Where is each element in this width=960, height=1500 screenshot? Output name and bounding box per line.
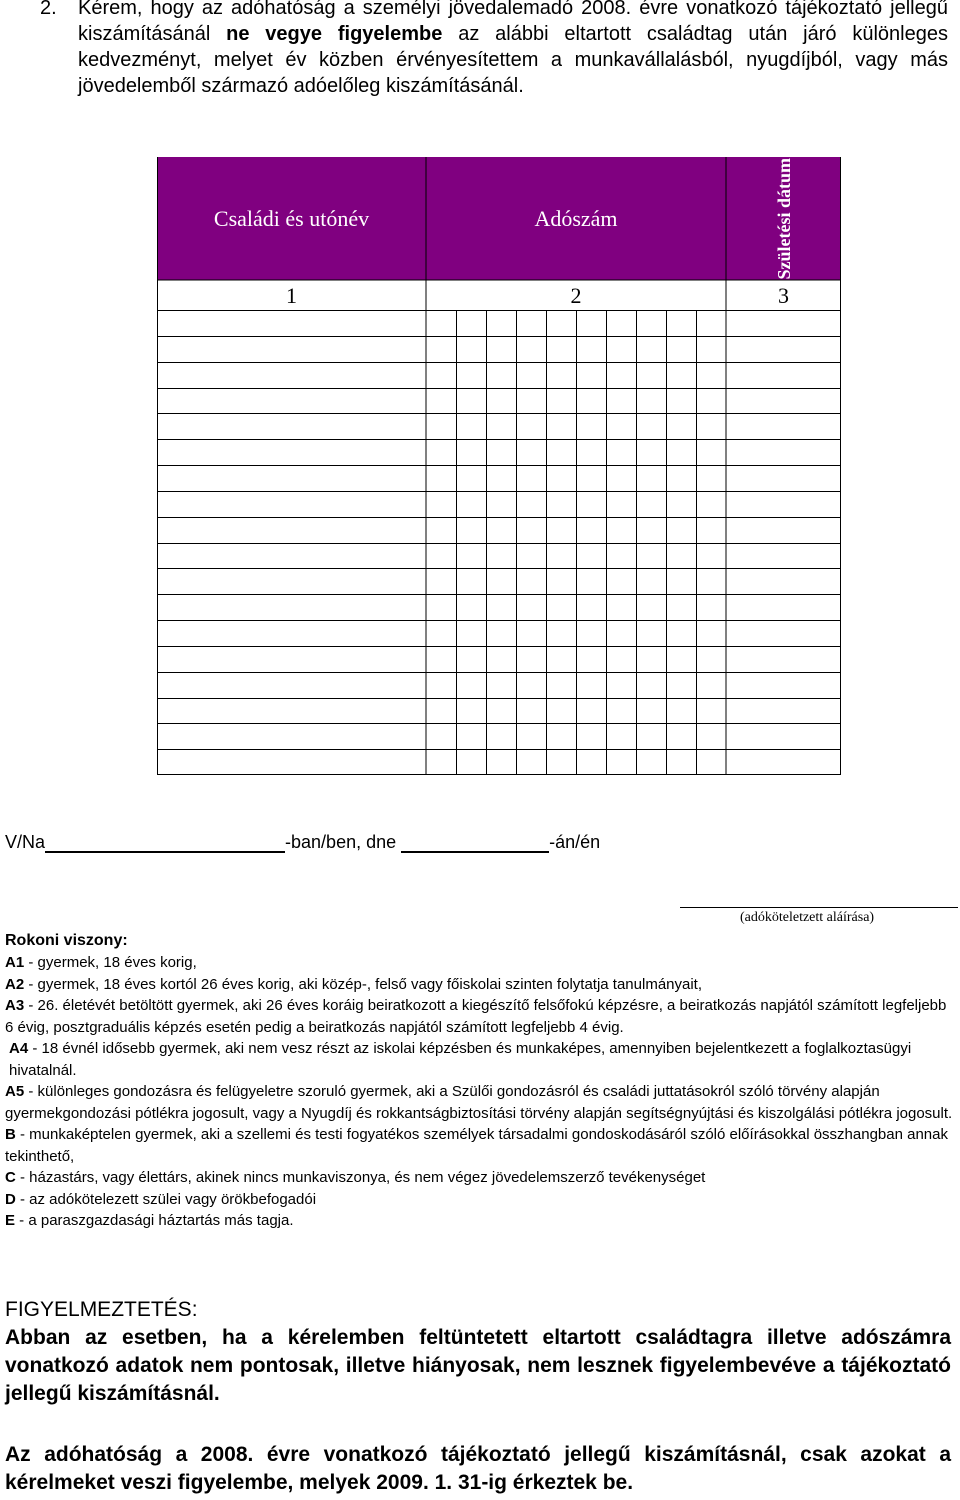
relation-code: A2 (5, 975, 25, 993)
relation-item: B - munkaképtelen gyermek, aki a szellemi és testi fogyatékos személyek társadalmi gondoskodásáról szóló előírásokkal összhangban annak tekinthető, (5, 1126, 948, 1165)
relation-code: C (5, 1169, 16, 1186)
relation-item: A4 - 18 évnél idősebb gyermek, aki nem vesz részt az iskolai képzésben és munkaképes, amennyiben bejelentkezett a foglalkoztasügyi hivatalnál. (9, 1040, 912, 1079)
signature-line[interactable] (680, 907, 958, 908)
relation-item: A5 - különleges gondozásra és felügyeletre szoruló gyermek, aki a Szülői gondozásról és családi juttatásokról szóló törvény alapján gyermekgondozási pótlékra jogosult, vagy a Nyugdíj és rokkantságbiztosítási törvény alapján segítségnyújtási és kiszolgálási pótlékra jogosult. (5, 1083, 953, 1122)
dependents-table (157, 157, 841, 775)
relation-code: D (5, 1190, 16, 1208)
place-blank[interactable] (45, 833, 285, 853)
relation-code: B (5, 1126, 16, 1143)
intro-text: Kérem, hogy az adóhatóság a személyi jövedalemadó 2008. évre vonatkozó tájékoztató jellegű kiszámításánál ne vegye figyelembe az alábbi eltartott családtag után járó különleges kedvezményt, melyet év közben érvényesítettem a munkavállalásból, nyugdíjból, vagy más jövedelemből származó adóelőleg kiszámításánál. (78, 0, 948, 97)
item-number: 2. (40, 0, 57, 19)
header-name: Családi és utónév (157, 157, 426, 280)
relation-code: A3 (5, 997, 25, 1014)
intro-emphasis: ne vegye figyelembe (226, 23, 443, 45)
relation-code: E (5, 1212, 16, 1229)
deadline-note: Az adóhatóság a 2008. évre vonatkozó tájékoztató jellegű kiszámításnál, csak azokat a kérelmeket veszi figyelembe, melyek 2009. 1. 31-ig érkeztek be. (5, 1443, 951, 1494)
relation-item: A3 - 26. életévét betöltött gyermek, aki 26 éves koráig beiratkozott a kiegészítő felsőfokú képzésre, a beiratkozás napjától számított legfeljebb 6 évig, posztgraduális képzés esetén pedig a beiratkozás napjától számított legfeljebb 4 évig. (5, 997, 947, 1036)
signature-label: (adóköteletzett aláírása) (740, 910, 875, 925)
relation-code: A1 (5, 954, 25, 971)
header-birthdate: Születési dátum (726, 157, 841, 280)
warning-title: FIGYELMEZTETÉS: (5, 1298, 198, 1321)
warning-section (5, 1296, 951, 1408)
header-taxid: Adószám (426, 157, 726, 280)
relation-title: Rokoni viszony: (5, 932, 128, 949)
date-blank[interactable] (401, 833, 549, 853)
column-number-1: 1 (286, 283, 297, 308)
column-number-2: 2 (570, 283, 582, 308)
relation-code: A5 (5, 1083, 25, 1100)
place-date-line: V/Na -ban/ben, dne -án/én (5, 832, 601, 852)
warning-text: Abban az esetben, ha a kérelemben feltüntetett eltartott családtagra illetve adószámra vonatkozó adatok nem pontosak, illetve hiányosak, nem lesznek figyelembevéve a tájékoztató jellegű kiszámításnál. (5, 1326, 951, 1405)
column-number-3: 3 (778, 283, 789, 308)
relation-item: D - az adókötelezett szülei vagy örökbefogadói (5, 1190, 317, 1208)
relation-item: C - házastárs, vagy élettárs, akinek nincs munkaviszonya, és nem végez jövedelemszerző tevékenységet (5, 1169, 706, 1186)
relation-code: A4 (9, 1040, 29, 1057)
table-grid (157, 157, 841, 775)
relation-codes (5, 930, 953, 1232)
relation-item: E - a paraszgazdasági háztartás más tagja. (5, 1212, 294, 1229)
relation-item: A2 - gyermek, 18 éves kortól 26 éves korig, aki közép-, felső vagy főiskolai szinten folytatja tanulmányait, (5, 975, 703, 993)
relation-item: A1 - gyermek, 18 éves korig, (5, 954, 197, 971)
